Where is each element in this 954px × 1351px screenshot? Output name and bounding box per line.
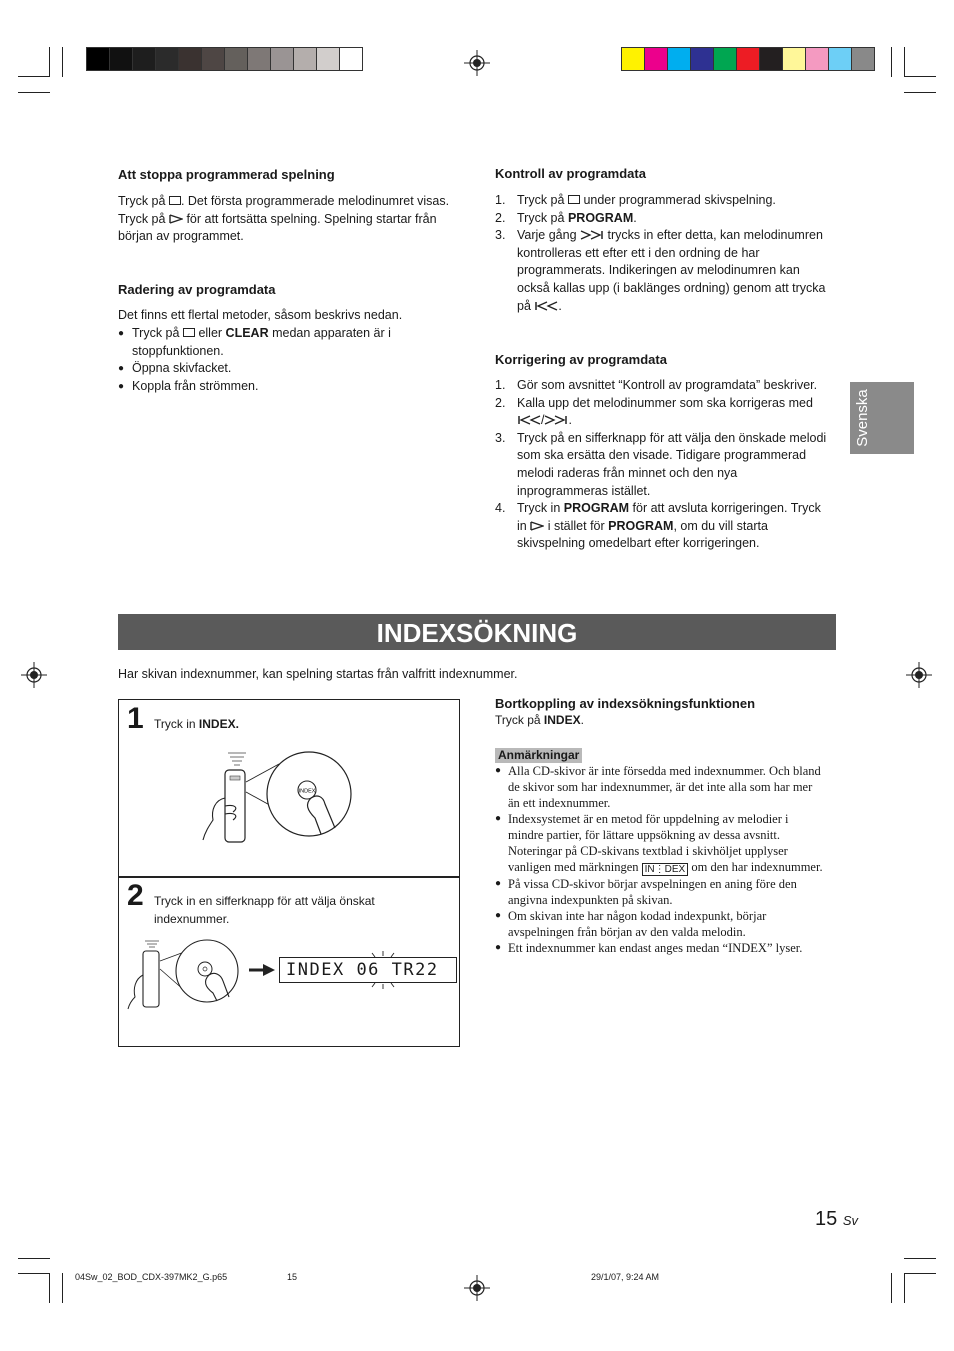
step-2-box: [118, 876, 460, 1047]
list-item: 4. Tryck in PROGRAM för att avsluta korrigeringen. Tryck in i stället för PROGRAM, om du vill starta skivspelning omedelbart efter korrigeringen.: [495, 501, 821, 551]
crop-mark: [49, 1273, 50, 1303]
crop-mark: [891, 1273, 892, 1303]
play-icon: [169, 214, 183, 224]
erase-intro: Det finns ett flertal metoder, såsom beskrivs nedan.: [118, 308, 403, 322]
intro-text: Har skivan indexnummer, kan spelning startas från valfritt indexnummer.: [118, 667, 518, 681]
list-item: 3. Tryck på en sifferknapp för att välja den önskade melodi som ska ersätta den visade. Tidigare programmerad melodi raderas från minnet och den nya inprogrammeras istället.: [495, 430, 827, 498]
index-logo-icon: IN⋮DEX: [642, 863, 689, 876]
crop-mark: [62, 47, 63, 77]
color-swatch: [691, 48, 714, 70]
list-item: ● Koppla från strömmen.: [118, 378, 468, 396]
language-tab-label: Svenska: [854, 389, 871, 447]
step-1-box: [118, 699, 460, 878]
color-swatch: [271, 48, 294, 70]
color-swatch: [294, 48, 317, 70]
section-heading-check: Kontroll av programdata: [495, 166, 646, 181]
color-swatch: [760, 48, 783, 70]
crop-mark: [18, 76, 50, 77]
remote-index-illustration: [199, 748, 359, 848]
notes-list: [495, 763, 840, 956]
list-item: ● På vissa CD-skivor börjar avspelningen en aning före den angivna indexpunkten på skivan.: [495, 876, 840, 908]
crop-mark: [18, 92, 50, 93]
language-tab: [850, 382, 914, 454]
section-heading-stop: Att stoppa programmerad spelning: [118, 167, 335, 182]
step-number: 2: [127, 879, 144, 912]
crop-mark: [904, 92, 936, 93]
crop-mark: [62, 1273, 63, 1303]
skip-forward-icon: [544, 415, 568, 425]
step-2-text: Tryck in en sifferknapp för att välja önskat indexnummer.: [154, 894, 375, 926]
section-heading-correct: Korrigering av programdata: [495, 352, 667, 367]
list-item: ● Indexsystemet är en metod för uppdelning av melodier i mindre partier, för lättare uppsökning av dessa avsnitt. Noteringar på CD-skivans textblad i skivhöljet upplyser vanligen med märkningen IN⋮DEX om den har indexnummer.: [495, 811, 840, 876]
color-swatch: [622, 48, 645, 70]
color-swatch: [248, 48, 271, 70]
registration-mark-icon: [464, 50, 490, 76]
color-swatch: [87, 48, 110, 70]
footer-page: 15: [287, 1272, 298, 1282]
remote-number-illustration: [125, 939, 245, 1011]
step-1-text: Tryck in INDEX.: [154, 717, 239, 731]
cmyk-color-bar: [621, 47, 875, 71]
color-swatch: [852, 48, 874, 70]
erase-list: [118, 325, 468, 395]
list-item: 1. Tryck på under programmerad skivspelning.: [495, 193, 776, 207]
list-item: ● Om skivan inte har någon kodad indexpunkt, börjar avspelningen från början av den valda melodin.: [495, 908, 840, 940]
stop-icon: [568, 195, 580, 204]
color-swatch: [133, 48, 156, 70]
color-swatch: [340, 48, 362, 70]
play-icon: [530, 521, 544, 531]
page-number: 15 Sv: [815, 1208, 858, 1230]
lcd-text: INDEX 06 TR22: [286, 960, 439, 980]
list-item: 1. Gör som avsnittet “Kontroll av programdata” beskriver.: [495, 378, 818, 392]
list-item: ● Alla CD-skivor är inte försedda med indexnummer. Och bland de skivor som har indexnummer, är det inte alla som har mer än ett indexnummer.: [495, 763, 840, 811]
correct-steps: [495, 377, 840, 553]
skip-forward-icon: [580, 230, 604, 240]
footer-file: 04Sw_02_BOD_CDX-397MK2_G.p65: [75, 1272, 228, 1282]
section-heading-erase: Radering av programdata: [118, 282, 276, 297]
color-swatch: [179, 48, 202, 70]
crop-mark: [904, 1273, 936, 1274]
color-swatch: [645, 48, 668, 70]
stop-icon: [183, 328, 195, 337]
disable-text: Tryck på INDEX.: [495, 713, 584, 727]
step-number: 1: [127, 702, 144, 735]
section-heading-disable: Bortkoppling av indexsökningsfunktionen: [495, 696, 756, 711]
registration-mark-icon: [464, 1275, 490, 1301]
color-swatch: [668, 48, 691, 70]
crop-mark: [904, 1273, 905, 1303]
crop-mark: [18, 1273, 50, 1274]
skip-back-icon: [517, 415, 541, 425]
registration-mark-icon: [21, 662, 47, 688]
footer-date: 29/1/07, 9:24 AM: [591, 1272, 660, 1282]
arrow-right-icon: [249, 963, 275, 977]
crop-mark: [904, 76, 936, 77]
lcd-display: [279, 957, 457, 983]
color-swatch: [156, 48, 179, 70]
notes-label: Anmärkningar: [495, 748, 582, 763]
color-swatch: [806, 48, 829, 70]
stop-icon: [169, 196, 181, 205]
list-item: ● Öppna skivfacket.: [118, 360, 468, 378]
crop-mark: [49, 47, 50, 77]
color-swatch: [829, 48, 852, 70]
list-item: 2. Kalla upp det melodinummer som ska korrigeras med / .: [495, 395, 813, 428]
list-item: 3. Varje gång trycks in efter detta, kan melodinumren kontrolleras ett efter ett i den ordning de har programmerats. Indikeringen av melodinumren kan också kallas upp (i baklänges ordning) genom att trycka på .: [495, 228, 826, 313]
index-button-label: INDEX: [298, 788, 316, 795]
color-swatch: [783, 48, 806, 70]
color-swatch: [110, 48, 133, 70]
crop-mark: [904, 1258, 936, 1259]
color-swatch: [202, 48, 225, 70]
color-swatch: [714, 48, 737, 70]
stop-paragraph: Tryck på . Det första programmerade melodinumret visas. Tryck på för att fortsätta spelning. Spelning startar från början av programmet.: [118, 194, 450, 244]
list-item: ● Ett indexnummer kan endast anges medan “INDEX” lyser.: [495, 940, 840, 956]
gray-color-bar: [86, 47, 363, 71]
registration-mark-icon: [906, 662, 932, 688]
crop-mark: [891, 47, 892, 77]
color-swatch: [737, 48, 760, 70]
list-item: 2. Tryck på PROGRAM.: [495, 210, 637, 225]
crop-mark: [904, 47, 905, 77]
skip-back-icon: [534, 301, 558, 311]
color-swatch: [225, 48, 248, 70]
check-steps: [495, 192, 840, 315]
section-title: INDEXSÖKNING: [118, 614, 836, 650]
crop-mark: [18, 1258, 50, 1259]
list-item: ● Tryck på eller CLEAR medan apparaten är i stoppfunktionen.: [118, 325, 468, 360]
color-swatch: [317, 48, 340, 70]
